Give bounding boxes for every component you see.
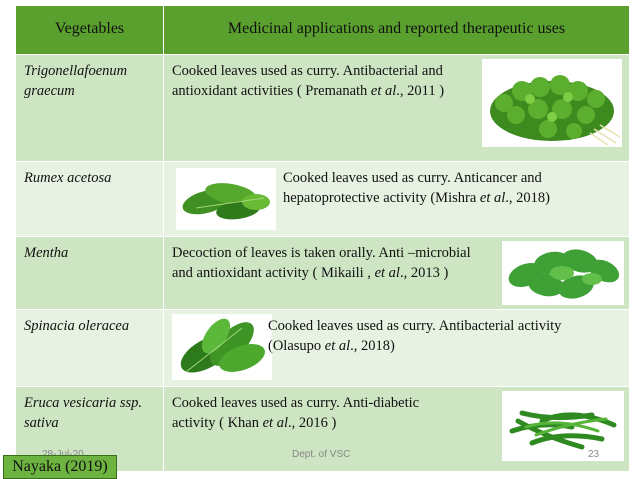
table-row <box>16 162 630 237</box>
fenugreek-leaves-image <box>482 59 622 147</box>
medicinal-use-cell: Cooked leaves used as curry. Antibacterial activity (Olasupo et al., 2018) <box>164 310 630 387</box>
footer-department: Dept. of VSC <box>292 449 351 460</box>
medicinal-vegetables-table <box>15 5 630 472</box>
table-row <box>16 55 630 162</box>
medicinal-use-cell: Cooked leaves used as curry. Anti-diabetic activity ( Khan et al., 2016 ) <box>164 387 630 472</box>
table-header-row <box>16 6 630 55</box>
medicinal-use-cell: Cooked leaves used as curry. Anticancer and hepatoprotective activity (Mishra et al., 2018) <box>164 162 630 237</box>
source-badge: Nayaka (2019) <box>3 455 117 479</box>
sorrel-leaves-image <box>176 168 276 230</box>
medicinal-use-cell: Cooked leaves used as curry. Antibacterial and antioxidant activities ( Premanath et al., 2011 ) <box>164 55 630 162</box>
footer-page-number: 23 <box>588 449 600 460</box>
vegetable-name: Mentha <box>16 237 164 310</box>
vegetable-name: Trigonellafoenum graecum <box>16 55 164 162</box>
arugula-leaves-image <box>502 391 624 461</box>
vegetable-name: Rumex acetosa <box>16 162 164 237</box>
mint-leaves-image <box>502 241 624 305</box>
header-medicinal-uses: Medicinal applications and reported therapeutic uses <box>164 6 630 55</box>
spinach-leaves-image <box>172 314 272 380</box>
vegetable-name: Eruca vesicaria ssp. sativa <box>16 387 164 472</box>
header-vegetables: Vegetables <box>16 6 164 55</box>
table-row <box>16 237 630 310</box>
vegetable-name: Spinacia oleracea <box>16 310 164 387</box>
table-row <box>16 310 630 387</box>
medicinal-use-cell: Decoction of leaves is taken orally. Anti –microbial and antioxidant activity ( Mikaili , et al., 2013 ) <box>164 237 630 310</box>
